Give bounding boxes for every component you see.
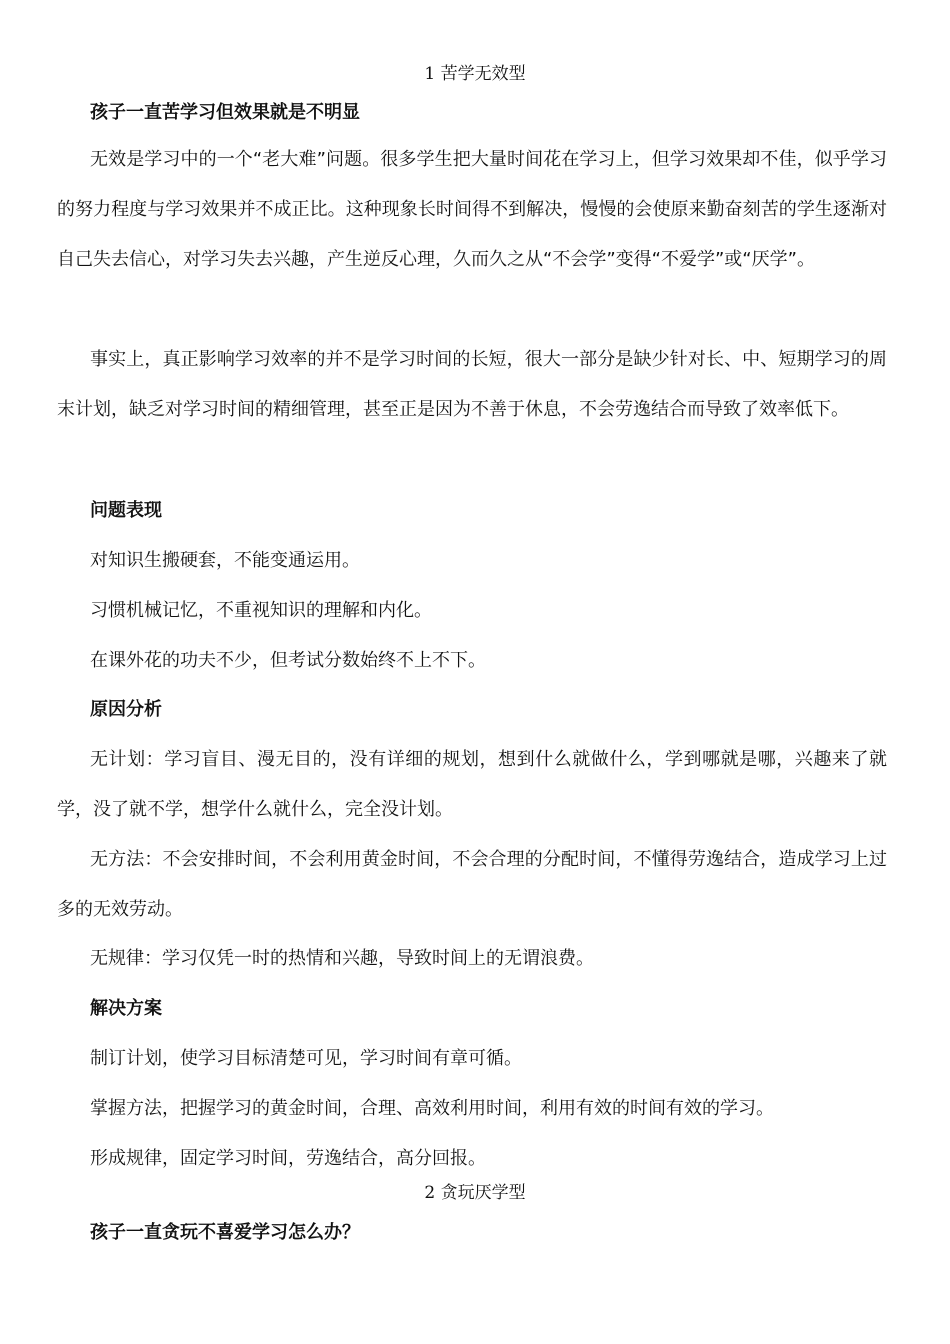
cause-item-1: 无计划：学习盲目、漫无目的，没有详细的规划，想到什么就做什么，学到哪就是哪，兴趣来了就学，没了就不学，想学什么就什么，完全没计划。 (57, 749, 887, 820)
section-1-title: 1 苦学无效型 (424, 64, 526, 84)
solution-item-1: 制订计划，使学习目标清楚可见，学习时间有章可循。 (90, 1048, 522, 1069)
section-1-subtitle: 孩子一直苦学习但效果就是不明显 (90, 102, 360, 123)
solutions-heading: 解决方案 (90, 998, 162, 1019)
causes-heading: 原因分析 (90, 699, 162, 720)
problem-item-2: 习惯机械记忆，不重视知识的理解和内化。 (90, 600, 432, 621)
solution-item-3: 形成规律，固定学习时间，劳逸结合，高分回报。 (90, 1148, 486, 1169)
cause-item-2: 无方法：不会安排时间，不会利用黄金时间，不会合理的分配时间，不懂得劳逸结合，造成学习上过多的无效劳动。 (57, 849, 887, 920)
cause-item-3: 无规律：学习仅凭一时的热情和兴趣，导致时间上的无谓浪费。 (90, 948, 594, 969)
solution-item-2: 掌握方法，把握学习的黄金时间，合理、高效利用时间，利用有效的时间有效的学习。 (90, 1098, 774, 1119)
section-2-title: 2 贪玩厌学型 (424, 1183, 526, 1203)
problems-heading: 问题表现 (90, 500, 162, 521)
problem-item-1: 对知识生搬硬套，不能变通运用。 (90, 550, 360, 571)
section-2-subtitle: 孩子一直贪玩不喜爱学习怎么办？ (90, 1222, 360, 1243)
problem-item-3: 在课外花的功夫不少，但考试分数始终不上不下。 (90, 650, 486, 671)
intro-paragraph-2: 事实上，真正影响学习效率的并不是学习时间的长短，很大一部分是缺少针对长、中、短期学习的周末计划，缺乏对学习时间的精细管理，甚至正是因为不善于休息，不会劳逸结合而导致了效率低下。 (57, 349, 887, 420)
intro-paragraph-1: 无效是学习中的一个“老大难”问题。很多学生把大量时间花在学习上，但学习效果却不佳，似乎学习的努力程度与学习效果并不成正比。这种现象长时间得不到解决，慢慢的会使原来勤奋刻苦的学生逐渐对自己失去信心，对学习失去兴趣，产生逆反心理，久而久之从“不会学”变得“不爱学”或“厌学”。 (57, 149, 887, 270)
